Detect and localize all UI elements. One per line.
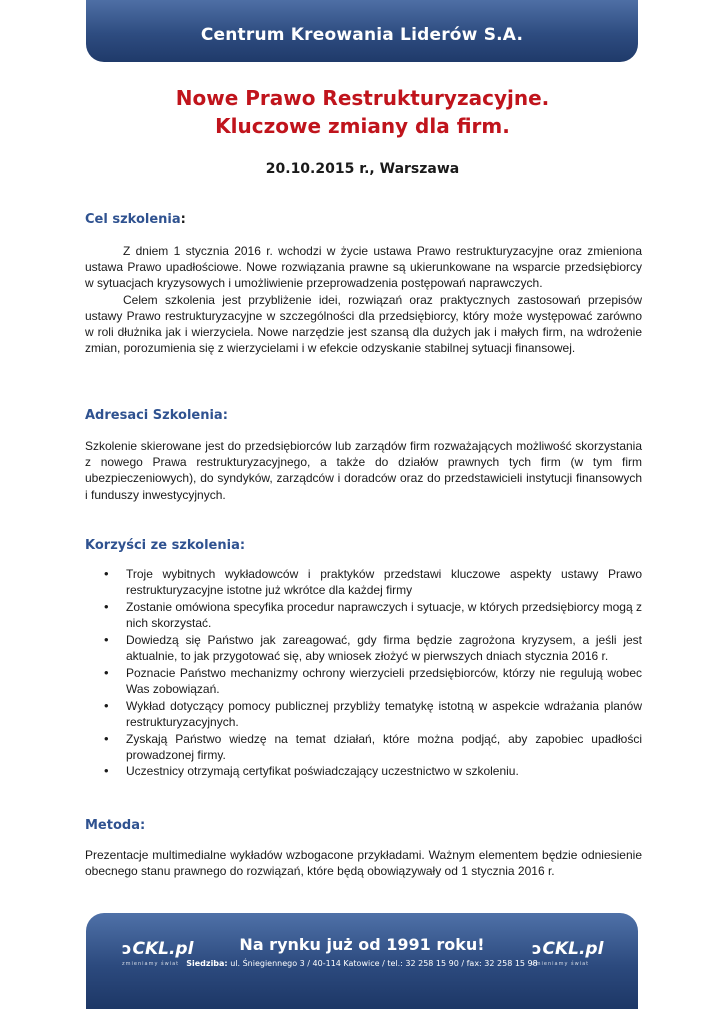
organization-name: Centrum Kreowania Liderów S.A.: [200, 25, 524, 45]
address-label: Siedziba:: [186, 959, 228, 968]
logo-tagline-right: zmieniamy świat: [532, 961, 590, 967]
goal-text: [85, 243, 642, 356]
goal-heading-text: Cel szkolenia: [85, 212, 181, 227]
logo-text-right: CKL.pl: [542, 939, 604, 959]
benefits-list: [85, 566, 642, 780]
ckl-swoosh-icon: ↄ: [122, 939, 132, 958]
list-item: • Zostanie omówiona specyfika procedur naprawczych i sytuacje, w których przedsiębiorcy mogą z nich skorzystać.: [85, 599, 642, 631]
date-place: 20.10.2015 r., Warszawa: [265, 161, 460, 177]
list-item: • Zyskają Państwo wiedzę na temat działań, które można podjąć, aby zapobiec upadłości prowadzonej firmy.: [85, 731, 642, 763]
list-item: • Poznacie Państwo mechanizmy ochrony wierzycieli przedsiębiorców, którzy nie regulują wobec Was zobowiązań.: [85, 665, 642, 697]
goal-heading-colon: :: [180, 212, 186, 227]
header-banner: [86, 0, 638, 62]
audience-text: Szkolenie skierowane jest do przedsiębiorców lub zarządów firm rozważających możliwość skorzystania z nowego Prawa restrukturyzacyjnego, a także do działów prawnych tych firm (w tym firm ubezpieczeniowych), do syndyków, zarządców i doradców oraz do przedstawicieli instytucji finansowych i funduszy inwestycyjnych.: [85, 439, 642, 502]
method-text: Prezentacje multimedialne wykładów wzbogacone przykładami. Ważnym elementem będzie odniesienie obecnego stanu prawnego do rozwiązań, które będą obowiązywały od 1 stycznia 2016 r.: [85, 848, 642, 879]
ckl-swoosh-icon: ↄ: [532, 939, 542, 958]
document-title: [0, 84, 725, 140]
method-heading: Metoda:: [85, 818, 146, 833]
title-line-2: Kluczowe zmiany dla firm.: [215, 114, 510, 138]
audience-heading: Adresaci Szkolenia:: [85, 408, 228, 423]
benefits-heading: Korzyści ze szkolenia:: [85, 538, 246, 553]
ckl-logo-right[interactable]: [532, 939, 603, 967]
footer-banner: [86, 913, 638, 1009]
goal-paragraph-2-text: Celem szkolenia jest przybliżenie idei, rozwiązań oraz praktycznych zastosowań przepisów ustawy Prawo restrukturyzacyjne w szczególności dla przedsiębiorcy, który może występować zarówno w roli dłużnika jak i wierzyciela. Nowe narzędzie jest szansą dla dużych jak i małych firm, na wdrożenie zmian, porozumienia się z wierzycielami i w efekcie odzyskanie stabilnej sytuacji finansowej.: [85, 292, 642, 356]
goal-paragraph-1: [85, 243, 642, 292]
goal-paragraph-1-text: Z dniem 1 stycznia 2016 r. wchodzi w życie ustawa Prawo restrukturyzacyjne oraz zmieniona ustawa Prawo upadłościowe. Nowe rozwiązania prawne są ukierunkowane na wsparcie przedsiębiorcy w sytuacjach kryzysowych i umożliwienie przeprowadzenia postępowań naprawczych.: [85, 244, 642, 291]
list-item: • Wykład dotyczący pomocy publicznej przybliży tematykę istotną w aspekcie wdrażania planów restrukturyzacyjnych.: [85, 698, 642, 730]
address-text: ul. Śniegiennego 3 / 40-114 Katowice / tel.: 32 258 15 90 / fax: 32 258 15 98: [230, 959, 538, 968]
logo-tagline-left: zmieniamy świat: [122, 961, 180, 967]
list-item: • Troje wybitnych wykładowców i praktyków przedstawi kluczowe aspekty ustawy Prawo restrukturyzacyjne istotne już wkrótce dla każdej firmy: [85, 566, 642, 598]
list-item: • Uczestnicy otrzymają certyfikat poświadczający uczestnictwo w szkoleniu.: [85, 763, 642, 779]
goal-heading: [85, 212, 186, 227]
footer-slogan: Na rynku już od 1991 roku!: [239, 935, 485, 954]
goal-paragraph-2: [85, 292, 642, 357]
title-line-1: Nowe Prawo Restrukturyzacyjne.: [175, 86, 550, 110]
logo-text-left: CKL.pl: [132, 939, 194, 959]
list-item: • Dowiedzą się Państwo jak zareagować, gdy firma będzie zagrożona kryzysem, a jeśli jest aktualnie, to jak przygotować się, aby wniosek złożyć w pierwszych dniach stycznia 2016 r.: [85, 632, 642, 664]
